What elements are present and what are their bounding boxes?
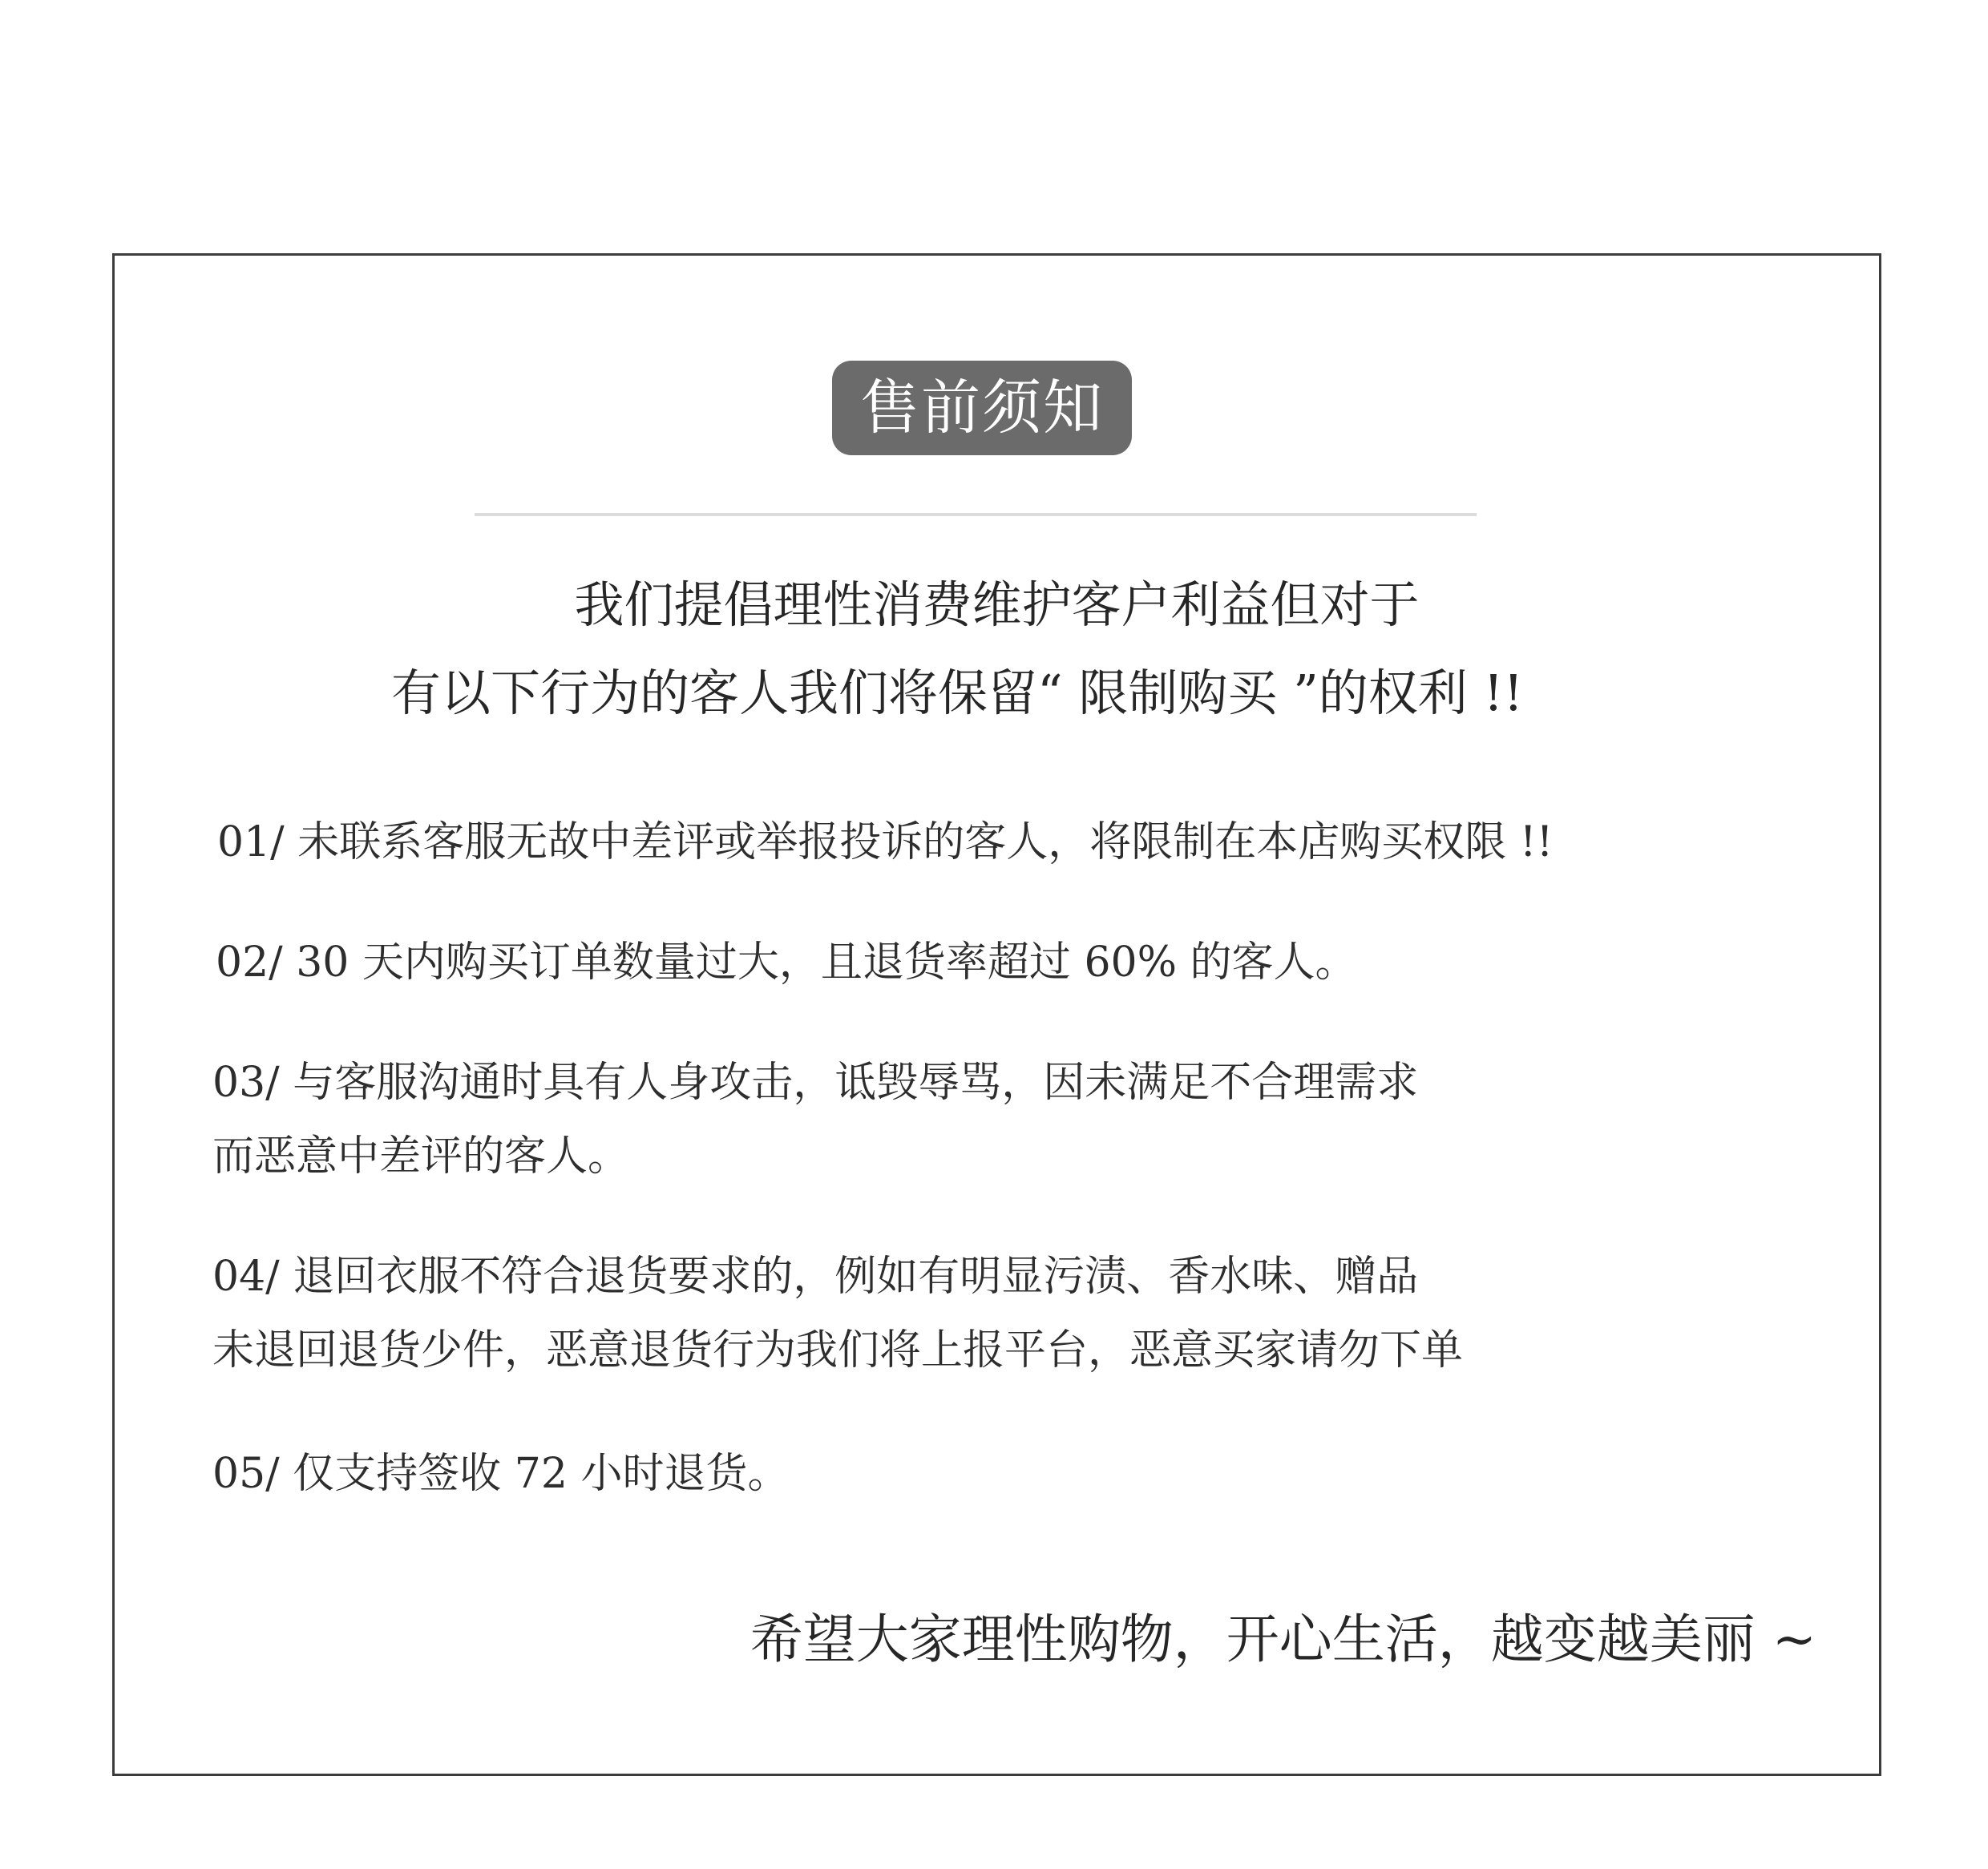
rule-02 bbox=[216, 926, 1357, 999]
rule-01 bbox=[217, 805, 1554, 879]
pre-sale-notice-panel bbox=[112, 253, 1881, 1776]
rule-03 bbox=[212, 1046, 1418, 1193]
rule-02-line-1: 02/ 30 天内购买订单数量过大，且退货率超过 60% 的客人。 bbox=[216, 939, 1357, 987]
rule-04 bbox=[212, 1240, 1463, 1387]
title-divider bbox=[475, 513, 1477, 516]
closing-message: 希望大家理性购物，开心生活，越变越美丽 ~ bbox=[750, 1609, 1816, 1670]
rule-05-line-1: 05/ 仅支持签收 72 小时退货。 bbox=[212, 1450, 790, 1498]
notice-title-badge: 售前须知 bbox=[832, 361, 1132, 455]
rule-03-line-1: 03/ 与客服沟通时具有人身攻击，诋毁辱骂，因未满足不合理需求 bbox=[212, 1059, 1419, 1107]
rule-04-line-1: 04/ 退回衣服不符合退货要求的，例如有明显污渍、香水味、赠品 bbox=[212, 1253, 1419, 1301]
rule-04-line-2: 未退回退货少件，恶意退货行为我们将上报平台，恶意买家请勿下单 bbox=[212, 1326, 1464, 1375]
intro-line-1: 我们提倡理性消费维护客户利益但对于 bbox=[574, 575, 1420, 634]
rule-03-line-2: 而恶意中差评的客人。 bbox=[212, 1132, 630, 1181]
intro-line-2: 有以下行为的客人我们将保留“ 限制购买 ”的权利 !! bbox=[391, 664, 1524, 722]
rule-05 bbox=[212, 1437, 789, 1511]
rule-01-line-1: 01/ 未联系客服无故中差评或举报投诉的客人，将限制在本店购买权限 !! bbox=[217, 818, 1554, 866]
